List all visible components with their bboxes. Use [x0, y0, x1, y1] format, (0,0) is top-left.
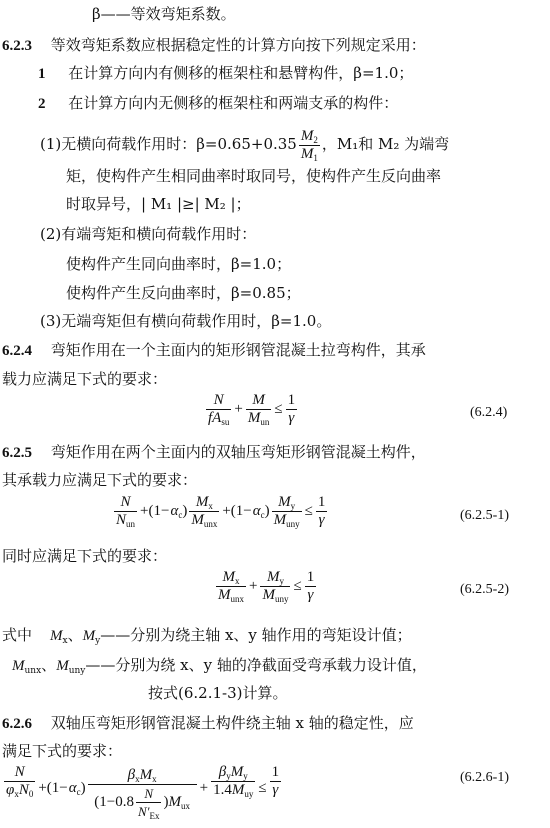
- item-1: 1 在计算方向内有侧移的框架柱和悬臂构件，β=1.0；: [38, 64, 414, 82]
- subitem-2-b: 使构件产生反向曲率时，β=0.85；: [66, 284, 301, 302]
- subitem-2-a: 使构件产生同向曲率时，β=1.0；: [66, 255, 292, 273]
- subitem-1: (1)无横向荷载作用时：β=0.65+0.35 $\frac{M_2}{M_1}$ ，M₁和 M₂ 为端弯: [40, 127, 450, 163]
- clause-text: 等效弯矩系数应根据稳定性的计算方向按下列规定采用：: [50, 36, 426, 54]
- equation-number: (6.2.4): [470, 405, 508, 420]
- condition-text: 同时应满足下式的要求：: [2, 547, 168, 565]
- clause-6-2-4-cont: 载力应满足下式的要求：: [2, 370, 168, 388]
- where-munx-muny: $M_{unx}$、$M_{uny}——$分别为绕 x、y 轴的净截面受弯承载力设计值，: [12, 656, 427, 676]
- definition-beta: β——等效弯矩系数。: [92, 5, 236, 23]
- clause-6-2-3: [0, 35, 426, 55]
- equation-6-2-6-1: $\frac{N}{\varphi_xN_0}$ $+(1-\alpha_c)$ $\beta_xM_x$ (1−0.8 $\frac{N}{N'_{Ex}}$ )$M_{ux}$ + $\frac{\beta_yM_y}{1.4M_{uy}}$ ≤ $\frac{1}{\gamma}$: [6, 764, 280, 822]
- clause-number: 6.2.3: [2, 38, 32, 54]
- where-mx-my: 式中 $M_x$、$M_y——$分别为绕主轴 x、y 轴作用的弯矩设计值；: [2, 626, 412, 646]
- equation-6-2-5-2: $\frac{M_x}{M_{unx}}$ + $\frac{M_y}{M_{uny}}$ ≤ $\frac{1}{\gamma}$: [218, 569, 315, 604]
- subitem-3: (3)无端弯矩但有横向荷载作用时，β=1.0。: [40, 312, 332, 330]
- where-munx-muny-cont: 按式(6.2.1-3)计算。: [148, 684, 288, 702]
- clause-6-2-5-cont: 其承载力应满足下式的要求：: [2, 471, 198, 489]
- item-2: 2 在计算方向内无侧移的框架柱和两端支承的构件：: [38, 94, 399, 112]
- equation-number: (6.2.6-1): [460, 770, 509, 785]
- equation-number: (6.2.5-1): [460, 508, 509, 523]
- subitem-2: (2)有端弯矩和横向荷载作用时：: [40, 225, 257, 243]
- ratio-m2-m1: $\frac{M_2}{M_1}$: [300, 127, 318, 163]
- clause-6-2-6: 6.2.6 双轴压弯矩形钢管混凝土构件绕主轴 x 轴的稳定性，应: [2, 714, 414, 732]
- equation-number: (6.2.5-2): [460, 582, 509, 597]
- subitem-1-cont-2: 时取异号，| M₁ |≥| M₂ |；: [66, 195, 251, 213]
- subitem-1-cont-1: 矩，使构件产生相同曲率时取同号，使构件产生反向曲率: [66, 167, 442, 185]
- equation-6-2-5-1: $\frac{N}{N_{un}}$ $+(1-\alpha_c)$ $\frac{M_x}{M_{unx}}$ $+(1-\alpha_c)$ $\frac{M_y}{M_{uny}}$ ≤ $\frac{1}{\gamma}$: [116, 494, 326, 529]
- clause-6-2-6-cont: 满足下式的要求：: [2, 742, 123, 760]
- clause-6-2-4: 6.2.4 弯矩作用在一个主面内的矩形钢管混凝土拉弯构件，其承: [2, 341, 426, 359]
- equation-6-2-4: $\frac{N}{fA_{su}}$ + $\frac{M}{M_{un}}$ ≤ $\frac{1}{\gamma}$: [208, 392, 296, 427]
- clause-6-2-5: 6.2.5 弯矩作用在两个主面内的双轴压弯矩形钢管混凝土构件，: [2, 443, 426, 461]
